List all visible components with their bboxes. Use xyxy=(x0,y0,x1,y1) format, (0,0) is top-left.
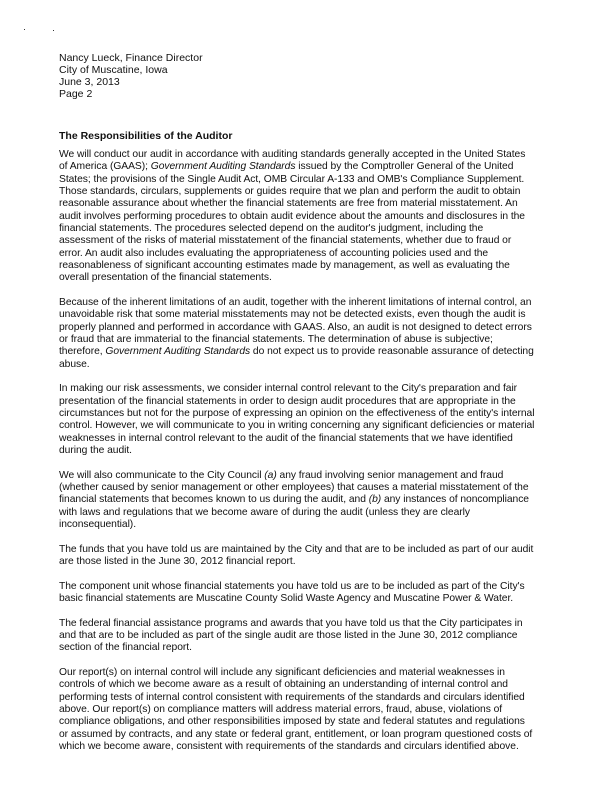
text-line: financial statements that becomes known to us during the audit, and (b) any instances of noncompliance xyxy=(59,494,529,506)
text-line: In making our risk assessments, we consider internal control relevant to the City's preparation and fair xyxy=(59,383,518,395)
italic-text: Government Auditing Standards xyxy=(105,346,251,358)
text-line: circumstances but not for the purpose of expressing an opinion on the effectiveness of the entity's internal xyxy=(59,408,535,420)
text-line: during the audit. xyxy=(59,445,132,457)
italic-text: (b) xyxy=(368,494,382,506)
paragraph xyxy=(59,149,599,285)
text-line: The component unit whose financial statements you have told us are to be included as part of the City's xyxy=(59,580,525,592)
text-line: unavoidable risk that some material misstatements may not be detected exists, even though the audit is xyxy=(59,309,526,321)
letter-page xyxy=(59,52,599,754)
paragraph xyxy=(59,581,599,606)
text-line: assessment of the risks of material misstatement of the financial statements, whether due to fraud or xyxy=(59,235,512,247)
text-line: control. However, we will communicate to you in writing concerning any significant deficiencies or material xyxy=(59,420,535,432)
text-line: reasonableness of significant accounting estimates made by management, as well as evaluating the xyxy=(59,260,510,272)
paragraph xyxy=(59,667,599,753)
text-line: presentation of the financial statements in order to design audit procedures that are appropriate in the xyxy=(59,395,516,407)
text-line: overall presentation of the financial statements. xyxy=(59,272,272,284)
text-line: We will conduct our audit in accordance with auditing standards generally accepted in the United States xyxy=(59,149,526,160)
scan-speck xyxy=(53,30,54,31)
text-line: of America (GAAS); Government Auditing Standards issued by the Comptroller General of the United xyxy=(59,161,514,173)
paragraph xyxy=(59,470,599,532)
text-line: with laws and regulations that we become aware of during the audit (unless they are clearly xyxy=(59,506,470,518)
recipient-name: Nancy Lueck, Finance Director xyxy=(59,52,203,64)
text-line: or fraud that are immaterial to the financial statements. The determination of abuse is subjective; xyxy=(59,334,493,346)
letter-header xyxy=(59,52,599,100)
text-line: controls of which we become aware as a result of obtaining an understanding of internal control and xyxy=(59,679,508,691)
text-line: which we become aware, consistent with requirements of the standards and circulars identified above. xyxy=(59,741,519,753)
text-line: therefore, Government Auditing Standards do not expect us to provide reasonable assurance of detecting xyxy=(59,346,534,358)
letter-date: June 3, 2013 xyxy=(59,76,120,88)
paragraph xyxy=(59,544,599,569)
text-line: Those standards, circulars, supplements or guides require that we plan and perform the audit to obtain xyxy=(59,186,521,198)
text-line: error. An audit also includes evaluating the appropriateness of accounting policies used and the xyxy=(59,247,489,259)
text-line: section of the financial report. xyxy=(59,642,192,654)
text-line: The federal financial assistance programs and awards that you have told us that the City participates in xyxy=(59,617,523,629)
text-line: basic financial statements are Muscatine County Solid Waste Agency and Muscatine Power & Water. xyxy=(59,593,514,605)
text-line: are those listed in the June 30, 2012 financial report. xyxy=(59,556,296,568)
recipient-organization: City of Muscatine, Iowa xyxy=(59,64,168,76)
text-line: (whether caused by senior management or other employees) that causes a material misstatement of the xyxy=(59,482,529,494)
paragraph xyxy=(59,297,599,371)
text-line: abuse. xyxy=(59,358,90,370)
text-line: above. Our report(s) on compliance matters will address material errors, fraud, abuse, violations of xyxy=(59,704,503,716)
text-line: Because of the inherent limitations of an audit, together with the inherent limitations of internal control, an xyxy=(59,297,532,309)
italic-text: Government Auditing Standards xyxy=(150,161,296,173)
page-number: Page 2 xyxy=(59,88,93,100)
paragraph xyxy=(59,618,599,655)
section-body xyxy=(59,149,599,754)
text-line: reasonable assurance about whether the financial statements are free from material misstatement. An xyxy=(59,198,518,210)
text-line: and that are to be included as part of the single audit are those listed in the June 30, 2012 compliance xyxy=(59,630,518,642)
text-line: We will also communicate to the City Council (a) any fraud involving senior management and fraud xyxy=(59,469,504,481)
text-line: States; the provisions of the Single Audit Act, OMB Circular A-133 and OMB's Compliance Supplement. xyxy=(59,173,525,185)
text-line: inconsequential). xyxy=(59,519,137,531)
italic-text: (a) xyxy=(264,469,277,481)
paragraph xyxy=(59,383,599,457)
scan-speck xyxy=(24,29,25,30)
text-line: performing tests of internal control consistent with requirements of the standards and circulars identified xyxy=(59,691,525,703)
text-line: audit involves performing procedures to obtain audit evidence about the amounts and disclosures in the xyxy=(59,210,525,222)
text-line: properly planned and performed in accordance with GAAS. Also, an audit is not designed to detect errors xyxy=(59,321,532,333)
section-heading: The Responsibilities of the Auditor xyxy=(59,130,233,142)
text-line: financial statements. The procedures selected depend on the auditor's judgment, including the xyxy=(59,223,484,235)
text-line: weaknesses in internal control relevant to the audit of the financial statements that we have identified xyxy=(59,432,513,444)
text-line: or assumed by contracts, and any state or federal grant, entitlement, or loan program questioned costs of xyxy=(59,728,533,740)
text-line: The funds that you have told us are maintained by the City and that are to be included as part of our audit xyxy=(59,543,534,555)
text-line: Our report(s) on internal control will include any significant deficiencies and material weaknesses in xyxy=(59,667,505,679)
text-line: compliance obligations, and other responsibilities imposed by state and federal statutes and regulations xyxy=(59,716,525,728)
